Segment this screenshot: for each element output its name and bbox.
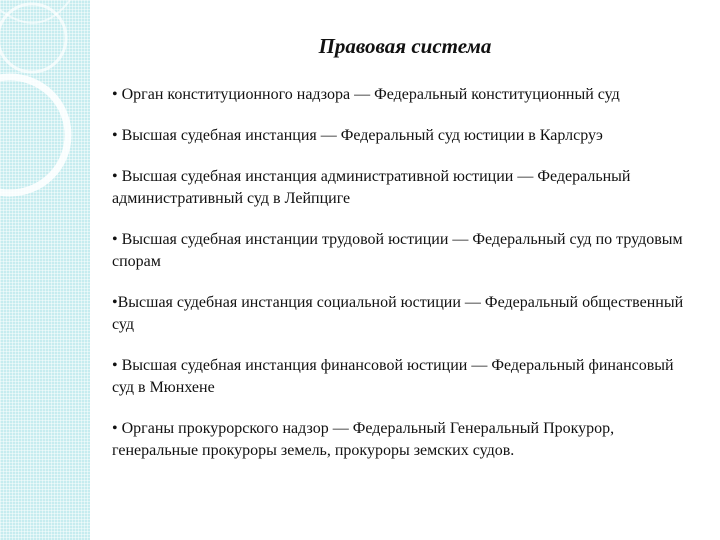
- decorative-side-band: [0, 0, 90, 540]
- slide-title: Правовая система: [318, 34, 492, 58]
- list-item: • Орган конституционного надзора — Федеральный конституционный суд: [112, 86, 620, 103]
- list-item: • Высшая судебная инстанция — Федеральный суд юстиции в Карлсруэ: [112, 127, 603, 144]
- list-item: •Высшая судебная инстанция социальной юстиции — Федеральный общественный суд: [112, 294, 684, 333]
- bullet-list: [112, 84, 694, 481]
- decorative-circles-icon: [0, 0, 90, 540]
- list-item: • Органы прокурорского надзор — Федеральный Генеральный Прокурор, генеральные прокуроры земель, прокуроры земских судов.: [112, 420, 615, 459]
- list-item: • Высшая судебная инстанция финансовой юстиции — Федеральный финансовый суд в Мюнхене: [112, 357, 674, 396]
- list-item: • Высшая судебная инстанция административной юстиции — Федеральный административный суд в Лейпциге: [112, 168, 631, 207]
- list-item: • Высшая судебная инстанции трудовой юстиции — Федеральный суд по трудовым спорам: [112, 231, 683, 270]
